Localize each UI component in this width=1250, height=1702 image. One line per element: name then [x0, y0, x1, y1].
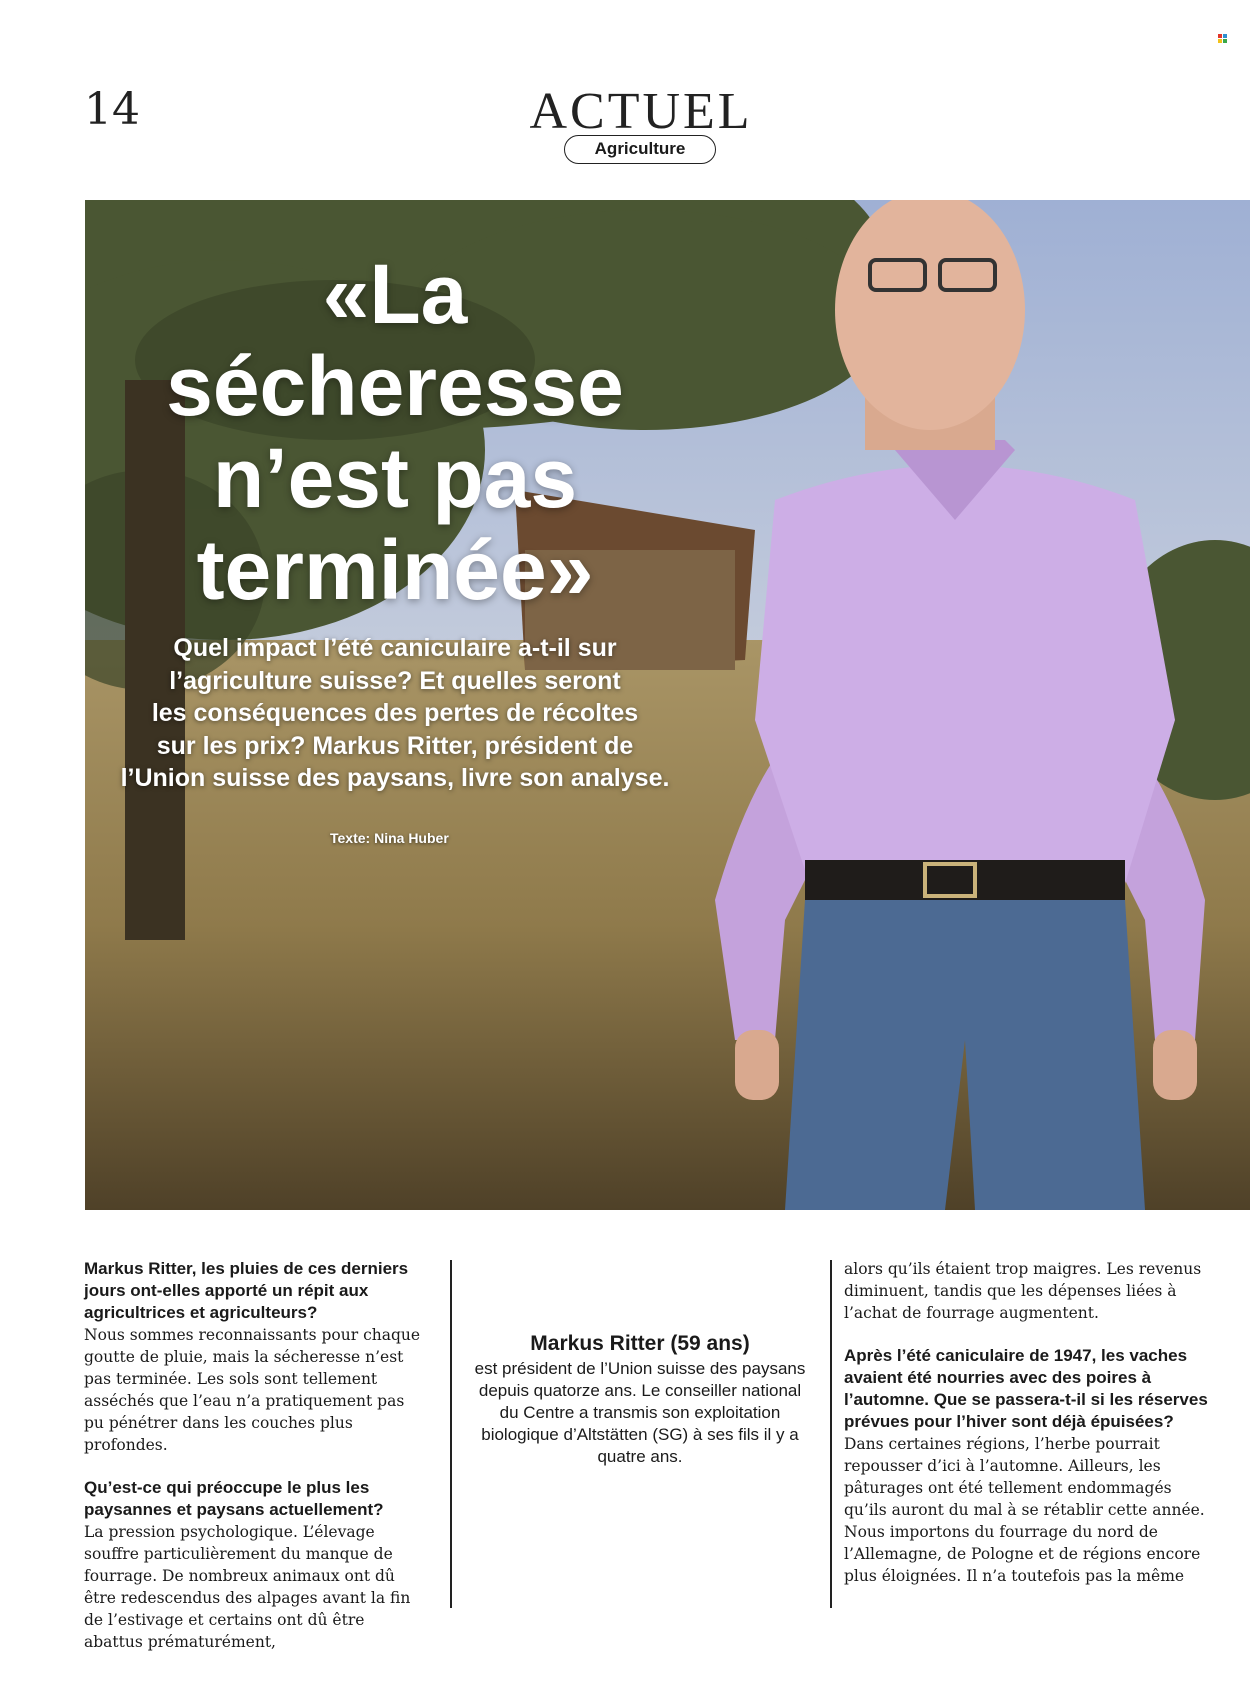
- lead-line: l’agriculture suisse? Et quelles seront: [169, 666, 621, 695]
- lead-line: l’Union suisse des paysans, livre son analyse.: [120, 764, 670, 792]
- qa-block: [84, 1258, 424, 1456]
- section-title: ACTUEL: [529, 83, 753, 140]
- answer: alors qu’ils étaient trop maigres. Les revenus diminuent, tandis que les dépenses liées à l’achat de fourrage augmentent.: [844, 1260, 1202, 1322]
- answer: Dans certaines régions, l’herbe pourrait repousser d’ici à l’automne. Ailleurs, les pâturages ont été tellement endommagés qu’ils auront du mal à se rétablir cette année. Nous importons du fourrage du nord de l’Allemagne, de Pologne et de régions encore plus éloignées. Il n’a toutefois pas la même: [844, 1435, 1205, 1585]
- headline: [85, 248, 705, 616]
- answer: La pression psychologique. L’élevage souffre particulièrement du manque de fourrage. De nombreux animaux ont dû être redescendus des alpages avant la fin de l’estivage et certains ont dû être abattus prématurément,: [84, 1523, 411, 1651]
- bio-title: Markus Ritter (59 ans): [530, 1332, 750, 1355]
- qa-block: [84, 1477, 424, 1653]
- column-divider: [450, 1260, 452, 1608]
- headline-line: sécheresse: [166, 339, 624, 433]
- bio-box: [470, 1330, 810, 1468]
- bio-text: est président de l’Union suisse des paysans depuis quatorze ans. Le conseiller national du Centre a transmis son exploitation biologique d’Altstätten (SG) à ses fils il y a quatre ans.: [474, 1359, 806, 1466]
- article-column-left: [84, 1258, 424, 1674]
- page-number: 14: [84, 84, 140, 135]
- lead-paragraph: [85, 632, 705, 795]
- category-badge: Agriculture: [564, 135, 716, 164]
- byline: Texte: Nina Huber: [330, 830, 449, 846]
- lead-line: Quel impact l’été caniculaire a-t-il sur: [173, 634, 617, 662]
- column-divider: [830, 1260, 832, 1608]
- lead-line: sur les prix? Markus Ritter, président de: [156, 731, 634, 760]
- qa-block: [844, 1345, 1209, 1587]
- lead-line: les conséquences des pertes de récoltes: [151, 699, 639, 727]
- question: Après l’été caniculaire de 1947, les vaches avaient été nourries avec des poires à l’automne. Que se passera-t-il si les réserves prévues pour l’hiver sont déjà épuisées?: [844, 1346, 1208, 1431]
- headline-line: «La: [322, 247, 468, 341]
- question: Qu’est-ce qui préoccupe le plus les paysannes et paysans actuellement?: [84, 1478, 384, 1519]
- answer: Nous sommes reconnaissants pour chaque goutte de pluie, mais la sécheresse n’est pas terminée. Les sols sont tellement asséchés que l’eau n’a pratiquement pas pu pénétrer dans les couches plus profondes.: [84, 1326, 421, 1454]
- headline-line: n’est pas: [212, 431, 578, 525]
- qa-block: [844, 1258, 1209, 1324]
- hero-photo: [85, 200, 1250, 1210]
- article-column-right: [844, 1258, 1209, 1608]
- question: Markus Ritter, les pluies de ces derniers jours ont-elles apporté un répit aux agricultrices et agriculteurs?: [84, 1259, 409, 1322]
- flag-icon: [1218, 34, 1227, 43]
- headline-line: terminée»: [196, 523, 594, 617]
